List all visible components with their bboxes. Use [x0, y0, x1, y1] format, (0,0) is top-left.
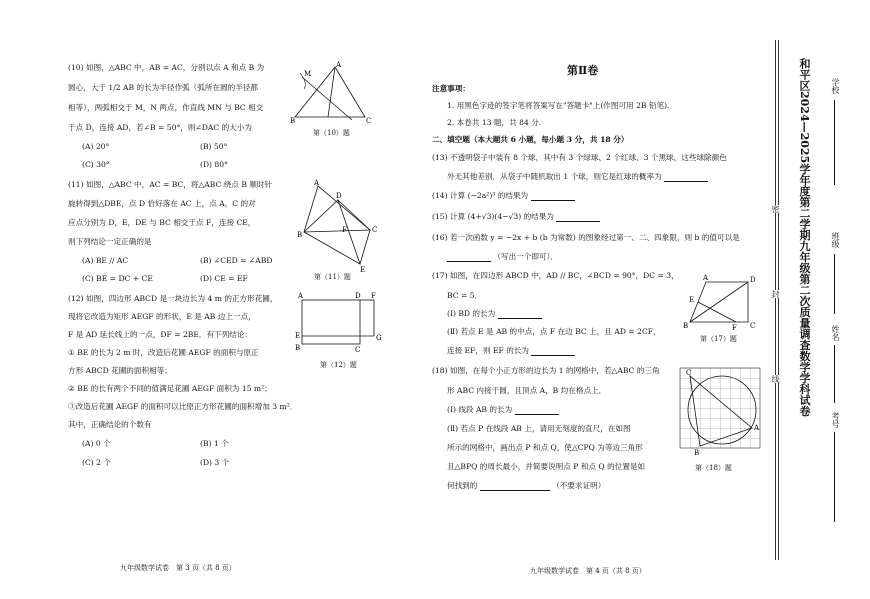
svg-text:E: E [689, 296, 695, 304]
q11-option-d: (D) CE = EF [200, 274, 248, 283]
svg-text:C: C [686, 369, 692, 377]
q10-line-3: 相等），两弧相交于 M，N 两点，作直线 MN 与 BC 相交 [68, 103, 264, 112]
q10-line-4: 于点 D，连接 AD，若∠B = 50°，则∠DAC 的大小为 [68, 123, 252, 132]
svg-text:F: F [732, 324, 737, 332]
q16-answer-blank[interactable] [447, 253, 491, 262]
note-1: 1. 用黑色字迹的签字笔将答案写在"答题卡"上(作图可用 2B 铅笔). [447, 101, 670, 110]
svg-text:A: A [314, 179, 320, 187]
svg-text:A: A [754, 424, 760, 432]
q17-line-4: (Ⅱ) 若点 E 是 AB 的中点，点 F 在边 BC 上，且 AD = 2CF， [447, 327, 661, 336]
binding-feng: 封 [771, 290, 780, 298]
q12-option-c: (C) 2 个 [82, 458, 111, 467]
q15-answer-blank[interactable] [556, 213, 600, 222]
svg-text:C: C [366, 117, 372, 125]
binding-mi: 密 [771, 205, 780, 213]
svg-text:A: A [703, 274, 709, 282]
svg-text:B: B [694, 449, 700, 457]
q12-line-1: (12) 如图，四边形 ABCD 是一块边长为 4 m 的正方形花圃， [68, 294, 278, 303]
q12-option-d: (D) 3 个 [200, 458, 230, 467]
q18-line-3: (Ⅰ) 线段 AB 的长为 [447, 405, 559, 415]
q10-option-a: (A) 20° [82, 142, 110, 151]
q11-caption: 第（11）题 [314, 273, 351, 281]
q11-line-4: 则下列结论一定正确的是 [68, 237, 152, 246]
field-name: 姓名 [831, 325, 840, 341]
q13-line-2: 外无其他差别．从袋子中随机取出 1 个球，则它是红球的概率为 [447, 172, 708, 182]
field-name-line[interactable] [834, 345, 835, 403]
q12-line-2: 现将它改造为矩形 AEGF 的形状，E 是 AB 边上一点， [68, 312, 256, 321]
svg-text:C: C [372, 226, 378, 234]
field-school-line[interactable] [834, 100, 835, 185]
svg-text:D: D [336, 192, 342, 200]
q10-figure [290, 61, 372, 129]
svg-text:F: F [371, 292, 376, 300]
field-id: 考号 [831, 412, 840, 428]
q12-line-8: 其中，正确结论的个数有 [68, 420, 152, 429]
svg-text:A: A [298, 292, 304, 300]
q18-line-2: 形 ABC 内接于圆，且顶点 A，B 均在格点上． [447, 386, 607, 395]
q10-caption: 第（10）题 [313, 129, 350, 137]
q12-figure [295, 292, 383, 356]
binding-xian: 线 [771, 375, 780, 383]
field-class: 班级 [831, 232, 840, 248]
svg-text:E: E [360, 266, 366, 274]
fill-section-title: 二、填空题（本大题共 6 小题，每小题 3 分，共 18 分） [432, 135, 629, 144]
svg-text:B: B [295, 344, 301, 352]
q11-line-1: (11) 如图，△ABC 中，AC = BC，将△ABC 绕点 B 顺时针 [68, 180, 273, 189]
q12-caption: 第（12）题 [320, 361, 357, 369]
q12-option-b: (B) 1 个 [200, 439, 229, 448]
q10-line-2: 圆心，大于 1/2 AB 的长为半径作弧（弧所在圆的半径都 [68, 83, 258, 92]
svg-text:G: G [376, 334, 382, 342]
note-2: 2. 本卷共 13 题，共 84 分. [447, 118, 542, 127]
q12-option-a: (A) 0 个 [82, 439, 111, 448]
svg-text:F: F [342, 226, 347, 234]
q17-line-5: 连接 EF，则 EF 的长为 [447, 346, 575, 356]
q16-line-1: (16) 若一次函数 y = −2x + b (b 为常数) 的图象经过第一、二、四象限，则 b 的值可以是 [432, 233, 740, 242]
q11-line-3: 应点分别为 D，E，DE 与 BC 相交于点 F，连接 CE， [68, 218, 256, 227]
q18-line-4: (Ⅱ) 若点 P 在线段 AB 上，请用无刻度的直尺，在如图 [447, 424, 631, 433]
q17-line-3: (Ⅰ) BD 的长为 [447, 309, 542, 319]
q12-line-4: ① BE 的长为 2 m 时，改造后花圃 AEGF 的面积与原正 [68, 348, 259, 357]
binding-line-2 [778, 40, 779, 560]
binding-line [775, 40, 776, 560]
q18-part2-blank[interactable] [480, 482, 550, 491]
q17-caption: 第（17）题 [700, 335, 737, 343]
svg-text:B: B [683, 322, 689, 330]
svg-text:D: D [355, 292, 361, 300]
q11-line-2: 旋转得到△DBE，点 D 恰好落在 AC 上，点 A，C 的对 [68, 199, 256, 208]
field-school: 学校 [831, 78, 840, 94]
q10-option-c: (C) 30° [82, 160, 110, 169]
q13-line-1: (13) 不透明袋子中装有 8 个球，其中有 3 个绿球、2 个红球、3 个黑球，这些球除颜色 [432, 153, 727, 162]
notes-title: 注意事项： [432, 84, 470, 93]
q12-line-3: F 是 AD 延长线上的一点，DF = 2BE．有下列结论： [68, 330, 253, 339]
svg-text:A: A [336, 61, 342, 69]
q12-line-7: ③改造后花圃 AEGF 的面积可以比原正方形花圃的面积增加 3 m²． [68, 402, 298, 411]
svg-text:M: M [304, 70, 312, 78]
svg-text:B: B [297, 231, 303, 239]
q14-answer-blank[interactable] [531, 192, 575, 201]
q11-option-c: (C) BE = DC + CE [82, 274, 153, 283]
q16-line-2: （写出一个即可）． [447, 252, 558, 262]
q10-line-1: (10) 如图，△ABC 中，AB = AC，分别以点 A 和点 B 为 [68, 63, 265, 72]
q11-figure [297, 179, 380, 274]
field-class-line[interactable] [834, 254, 835, 314]
section-title: 第Ⅱ卷 [567, 64, 599, 77]
q17-line-1: (17) 如图，在四边形 ABCD 中，AD // BC，∠BCD = 90°，DC = 3， [432, 271, 679, 280]
field-id-line[interactable] [834, 432, 835, 522]
svg-text:E: E [295, 332, 301, 340]
q17-line-2: BC = 5． [447, 291, 483, 300]
q18-line-7: 何找到的 （不要求证明） [447, 481, 606, 490]
q18-part1-blank[interactable] [515, 406, 559, 415]
q18-line-1: (18) 如图，在每个小正方形的边长为 1 的网格中，若△ABC 的三角 [432, 366, 660, 375]
q17-part2-blank[interactable] [531, 347, 575, 356]
svg-text:C: C [355, 346, 361, 354]
q18-line-5: 所示的网格中，画出点 P 和点 Q，使△CPQ 为等边三角形 [447, 443, 643, 452]
q11-option-b: (B) ∠CED = ∠ABD [200, 256, 273, 265]
left-footer: 九年级数学试卷 第 3 页（共 8 页） [120, 564, 236, 572]
q13-answer-blank[interactable] [664, 173, 708, 182]
q10-option-d: (D) 80° [200, 160, 228, 169]
q12-line-6: ② BE 的长有两个不同的值满足花圃 AEGF 面积为 15 m²； [68, 384, 272, 393]
q17-figure [683, 274, 766, 332]
q18-figure [680, 368, 770, 462]
q15: (15) 计算 (4+√3)(4−√3) 的结果为 [432, 212, 600, 222]
q12-line-5: 方形 ABCD 花圃的面积相等； [68, 366, 172, 375]
q14: (14) 计算 (−2a²)³ 的结果为 [432, 191, 575, 201]
q10-option-b: (B) 50° [200, 142, 228, 151]
q17-part1-blank[interactable] [498, 310, 542, 319]
svg-text:B: B [290, 117, 296, 125]
svg-text:D: D [750, 276, 756, 284]
exam-title-vertical: 和平区2024—2025学年度第二学期九年级第二次质量调查数学学科试卷 [798, 58, 811, 417]
q18-caption: 第（18）题 [695, 464, 732, 472]
q11-option-a: (A) BE // AC [82, 256, 129, 265]
svg-text:C: C [750, 322, 756, 330]
right-footer: 九年级数学试卷 第 4 页（共 8 页） [530, 567, 646, 575]
q18-line-6: 且△BPQ 的周长最小，并简要说明点 P 和点 Q 的位置是如 [447, 462, 646, 471]
